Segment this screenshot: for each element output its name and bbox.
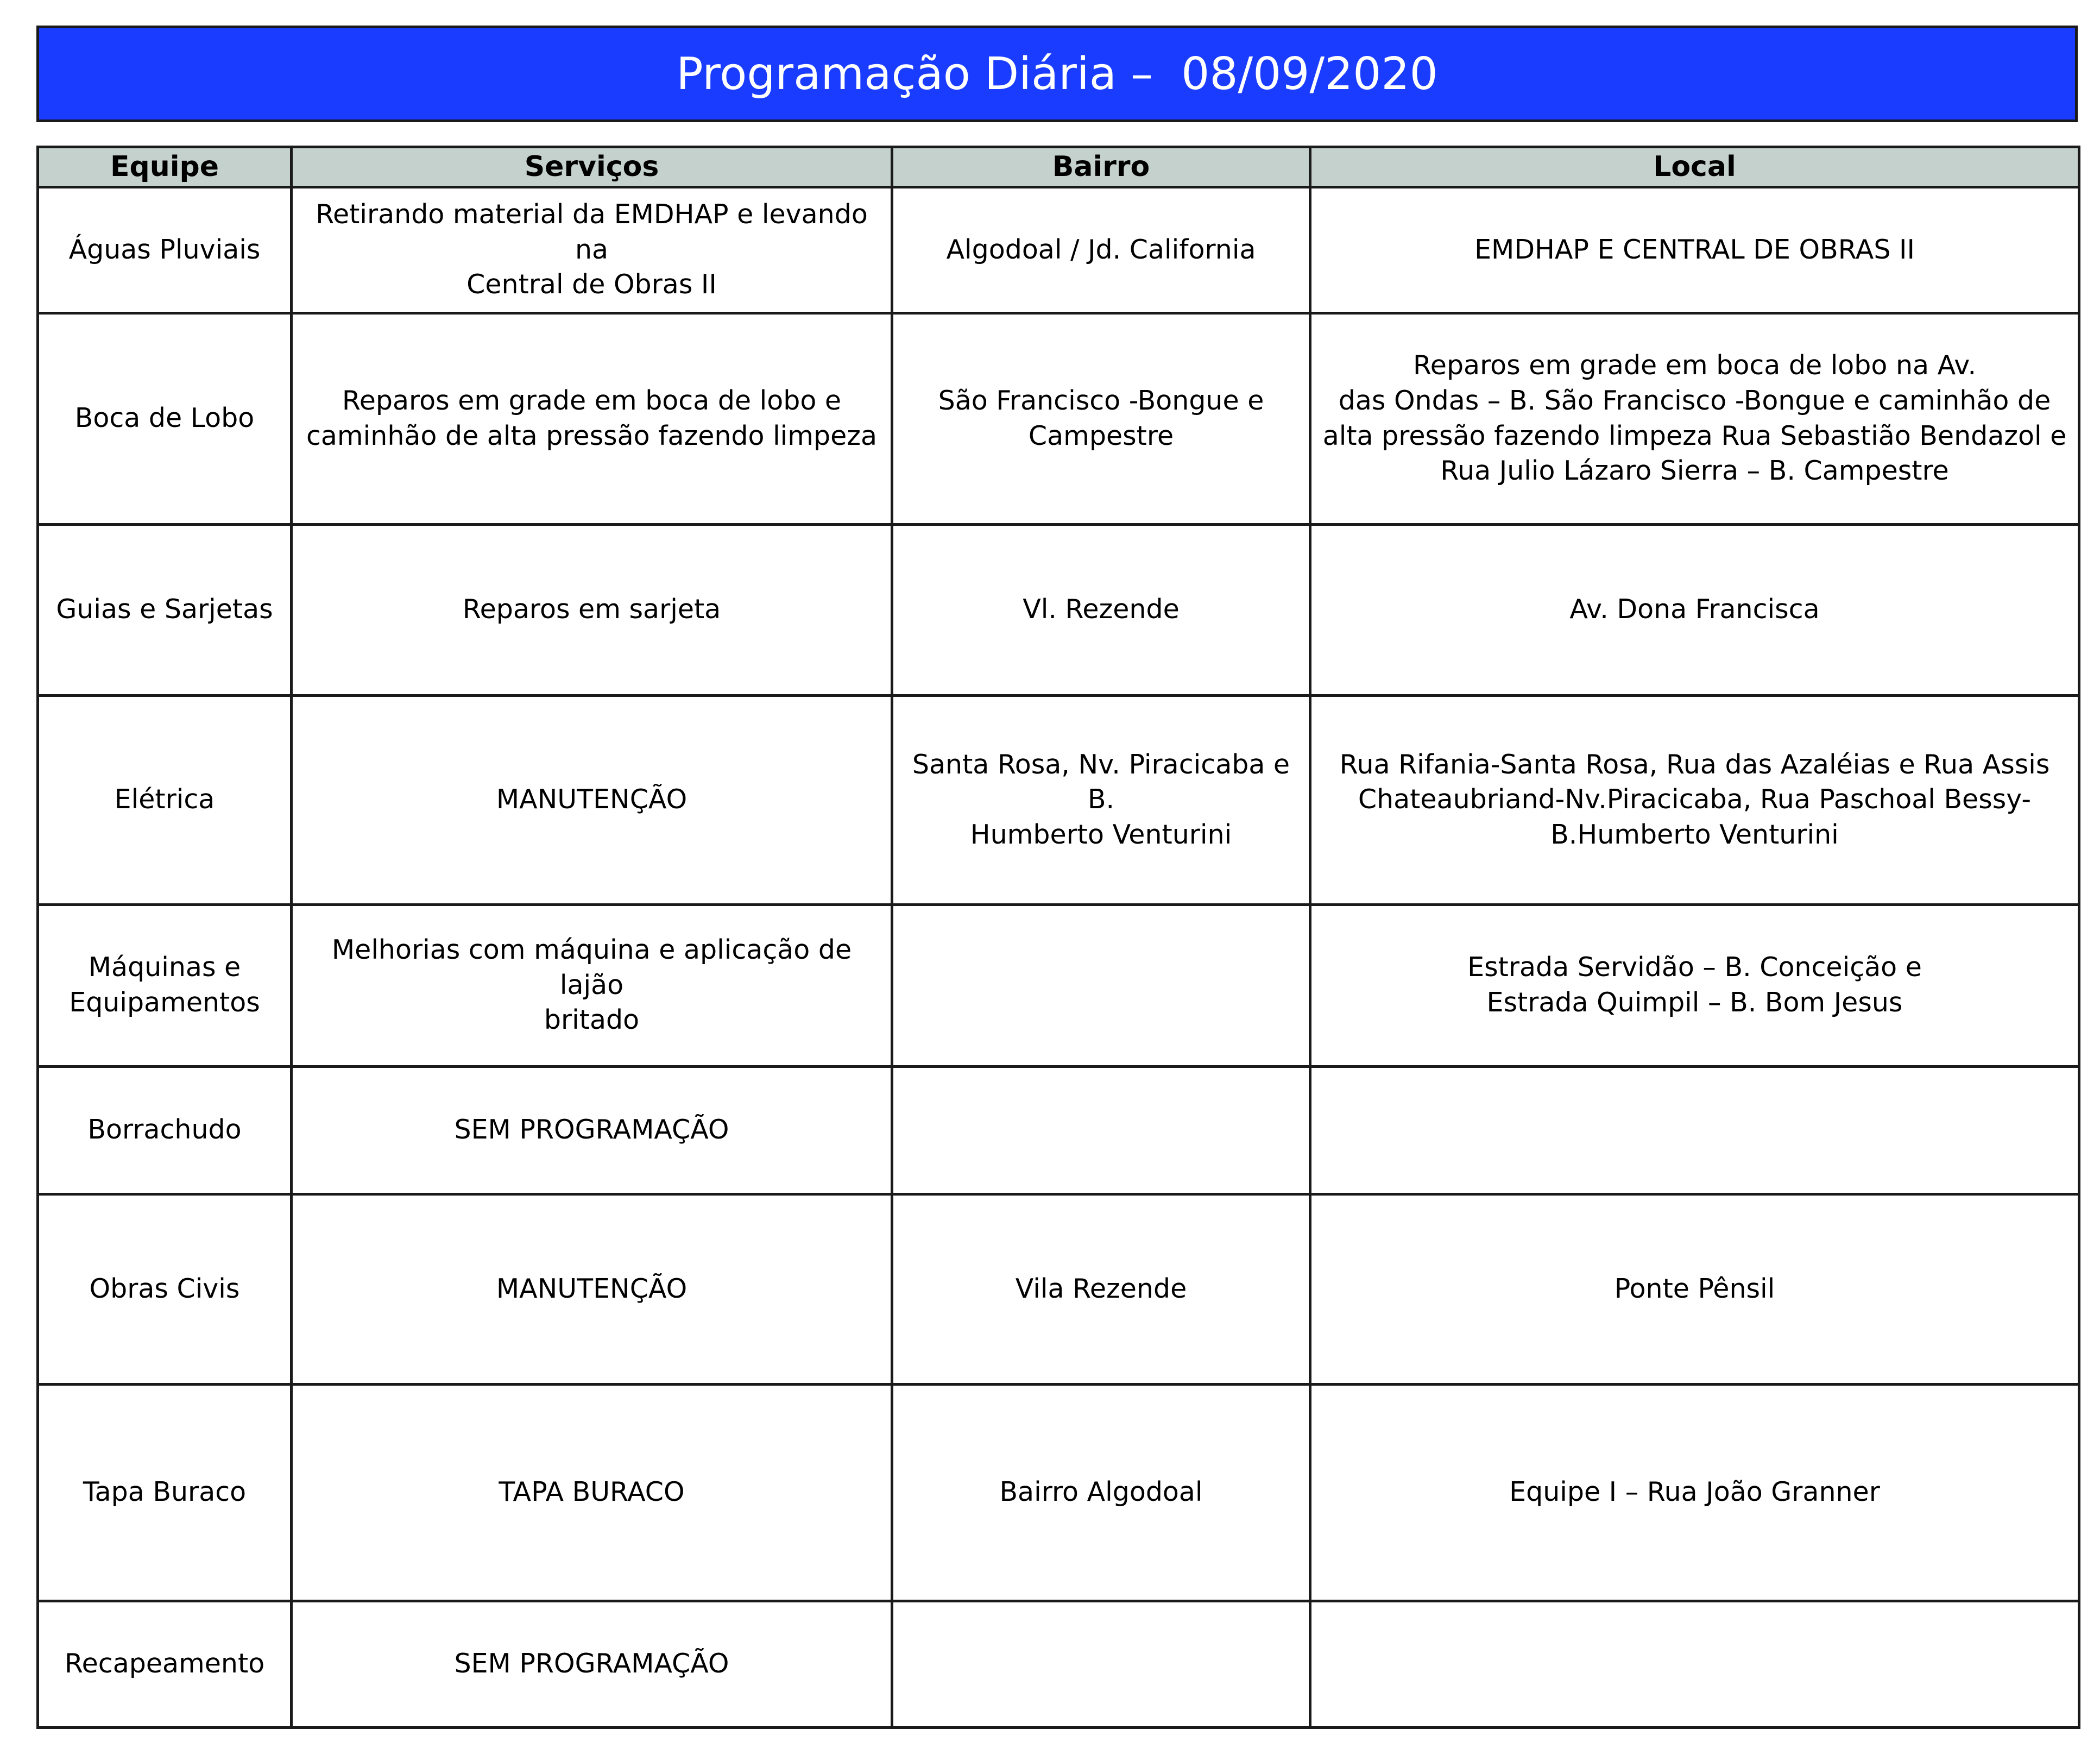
- equipe-cell: Elétrica: [38, 695, 292, 904]
- column-header-servicos: Serviços: [292, 147, 892, 187]
- table-row: [38, 187, 2079, 313]
- table-row: [38, 313, 2079, 524]
- local-cell: Rua Rifania-Santa Rosa, Rua das Azaléias e Rua Assis Chateaubriand-Nv.Piracicaba, Rua Paschoal Bessy- B.Humberto Venturini: [1310, 695, 2079, 904]
- bairro-cell: Santa Rosa, Nv. Piracicaba e B. Humberto Venturini: [892, 695, 1310, 904]
- bairro-cell: Algodoal / Jd. California: [892, 187, 1310, 313]
- local-cell: Estrada Servidão – B. Conceição e Estrada Quimpil – B. Bom Jesus: [1310, 904, 2079, 1066]
- local-cell: Reparos em grade em boca de lobo na Av. das Ondas – B. São Francisco -Bongue e caminhão de alta pressão fazendo limpeza Rua Sebastião Bendazol e Rua Julio Lázaro Sierra – B. Campestre: [1310, 313, 2079, 524]
- table-row: [38, 1601, 2079, 1727]
- bairro-cell: [892, 1601, 1310, 1727]
- page-title: Programação Diária – 08/09/2020: [676, 48, 1438, 100]
- servicos-cell: SEM PROGRAMAÇÃO: [292, 1601, 892, 1727]
- servicos-cell: SEM PROGRAMAÇÃO: [292, 1066, 892, 1194]
- servicos-cell: Reparos em grade em boca de lobo e caminhão de alta pressão fazendo limpeza: [292, 313, 892, 524]
- equipe-cell: Borrachudo: [38, 1066, 292, 1194]
- local-cell: Av. Dona Francisca: [1310, 524, 2079, 695]
- equipe-cell: Tapa Buraco: [38, 1384, 292, 1601]
- equipe-cell: Águas Pluviais: [38, 187, 292, 313]
- local-cell: [1310, 1601, 2079, 1727]
- table-row: [38, 1066, 2079, 1194]
- table-row: [38, 524, 2079, 695]
- column-header-equipe: Equipe: [38, 147, 292, 187]
- table-row: [38, 1194, 2079, 1384]
- table-row: [38, 695, 2079, 904]
- servicos-cell: TAPA BURACO: [292, 1384, 892, 1601]
- table-header-row: [38, 147, 2079, 187]
- local-cell: Equipe I – Rua João Granner: [1310, 1384, 2079, 1601]
- equipe-cell: Máquinas e Equipamentos: [38, 904, 292, 1066]
- schedule-table: [36, 146, 2080, 1729]
- bairro-cell: [892, 904, 1310, 1066]
- local-cell: Ponte Pênsil: [1310, 1194, 2079, 1384]
- equipe-cell: Recapeamento: [38, 1601, 292, 1727]
- table-row: [38, 904, 2079, 1066]
- servicos-cell: MANUTENÇÃO: [292, 695, 892, 904]
- bairro-cell: [892, 1066, 1310, 1194]
- bairro-cell: Vila Rezende: [892, 1194, 1310, 1384]
- local-cell: EMDHAP E CENTRAL DE OBRAS II: [1310, 187, 2079, 313]
- equipe-cell: Guias e Sarjetas: [38, 524, 292, 695]
- servicos-cell: Melhorias com máquina e aplicação de lajão britado: [292, 904, 892, 1066]
- bairro-cell: São Francisco -Bongue e Campestre: [892, 313, 1310, 524]
- servicos-cell: Retirando material da EMDHAP e levando na Central de Obras II: [292, 187, 892, 313]
- table-row: [38, 1384, 2079, 1601]
- title-banner: [36, 26, 2078, 122]
- local-cell: [1310, 1066, 2079, 1194]
- column-header-local: Local: [1310, 147, 2079, 187]
- servicos-cell: Reparos em sarjeta: [292, 524, 892, 695]
- bairro-cell: Bairro Algodoal: [892, 1384, 1310, 1601]
- bairro-cell: Vl. Rezende: [892, 524, 1310, 695]
- equipe-cell: Boca de Lobo: [38, 313, 292, 524]
- column-header-bairro: Bairro: [892, 147, 1310, 187]
- servicos-cell: MANUTENÇÃO: [292, 1194, 892, 1384]
- equipe-cell: Obras Civis: [38, 1194, 292, 1384]
